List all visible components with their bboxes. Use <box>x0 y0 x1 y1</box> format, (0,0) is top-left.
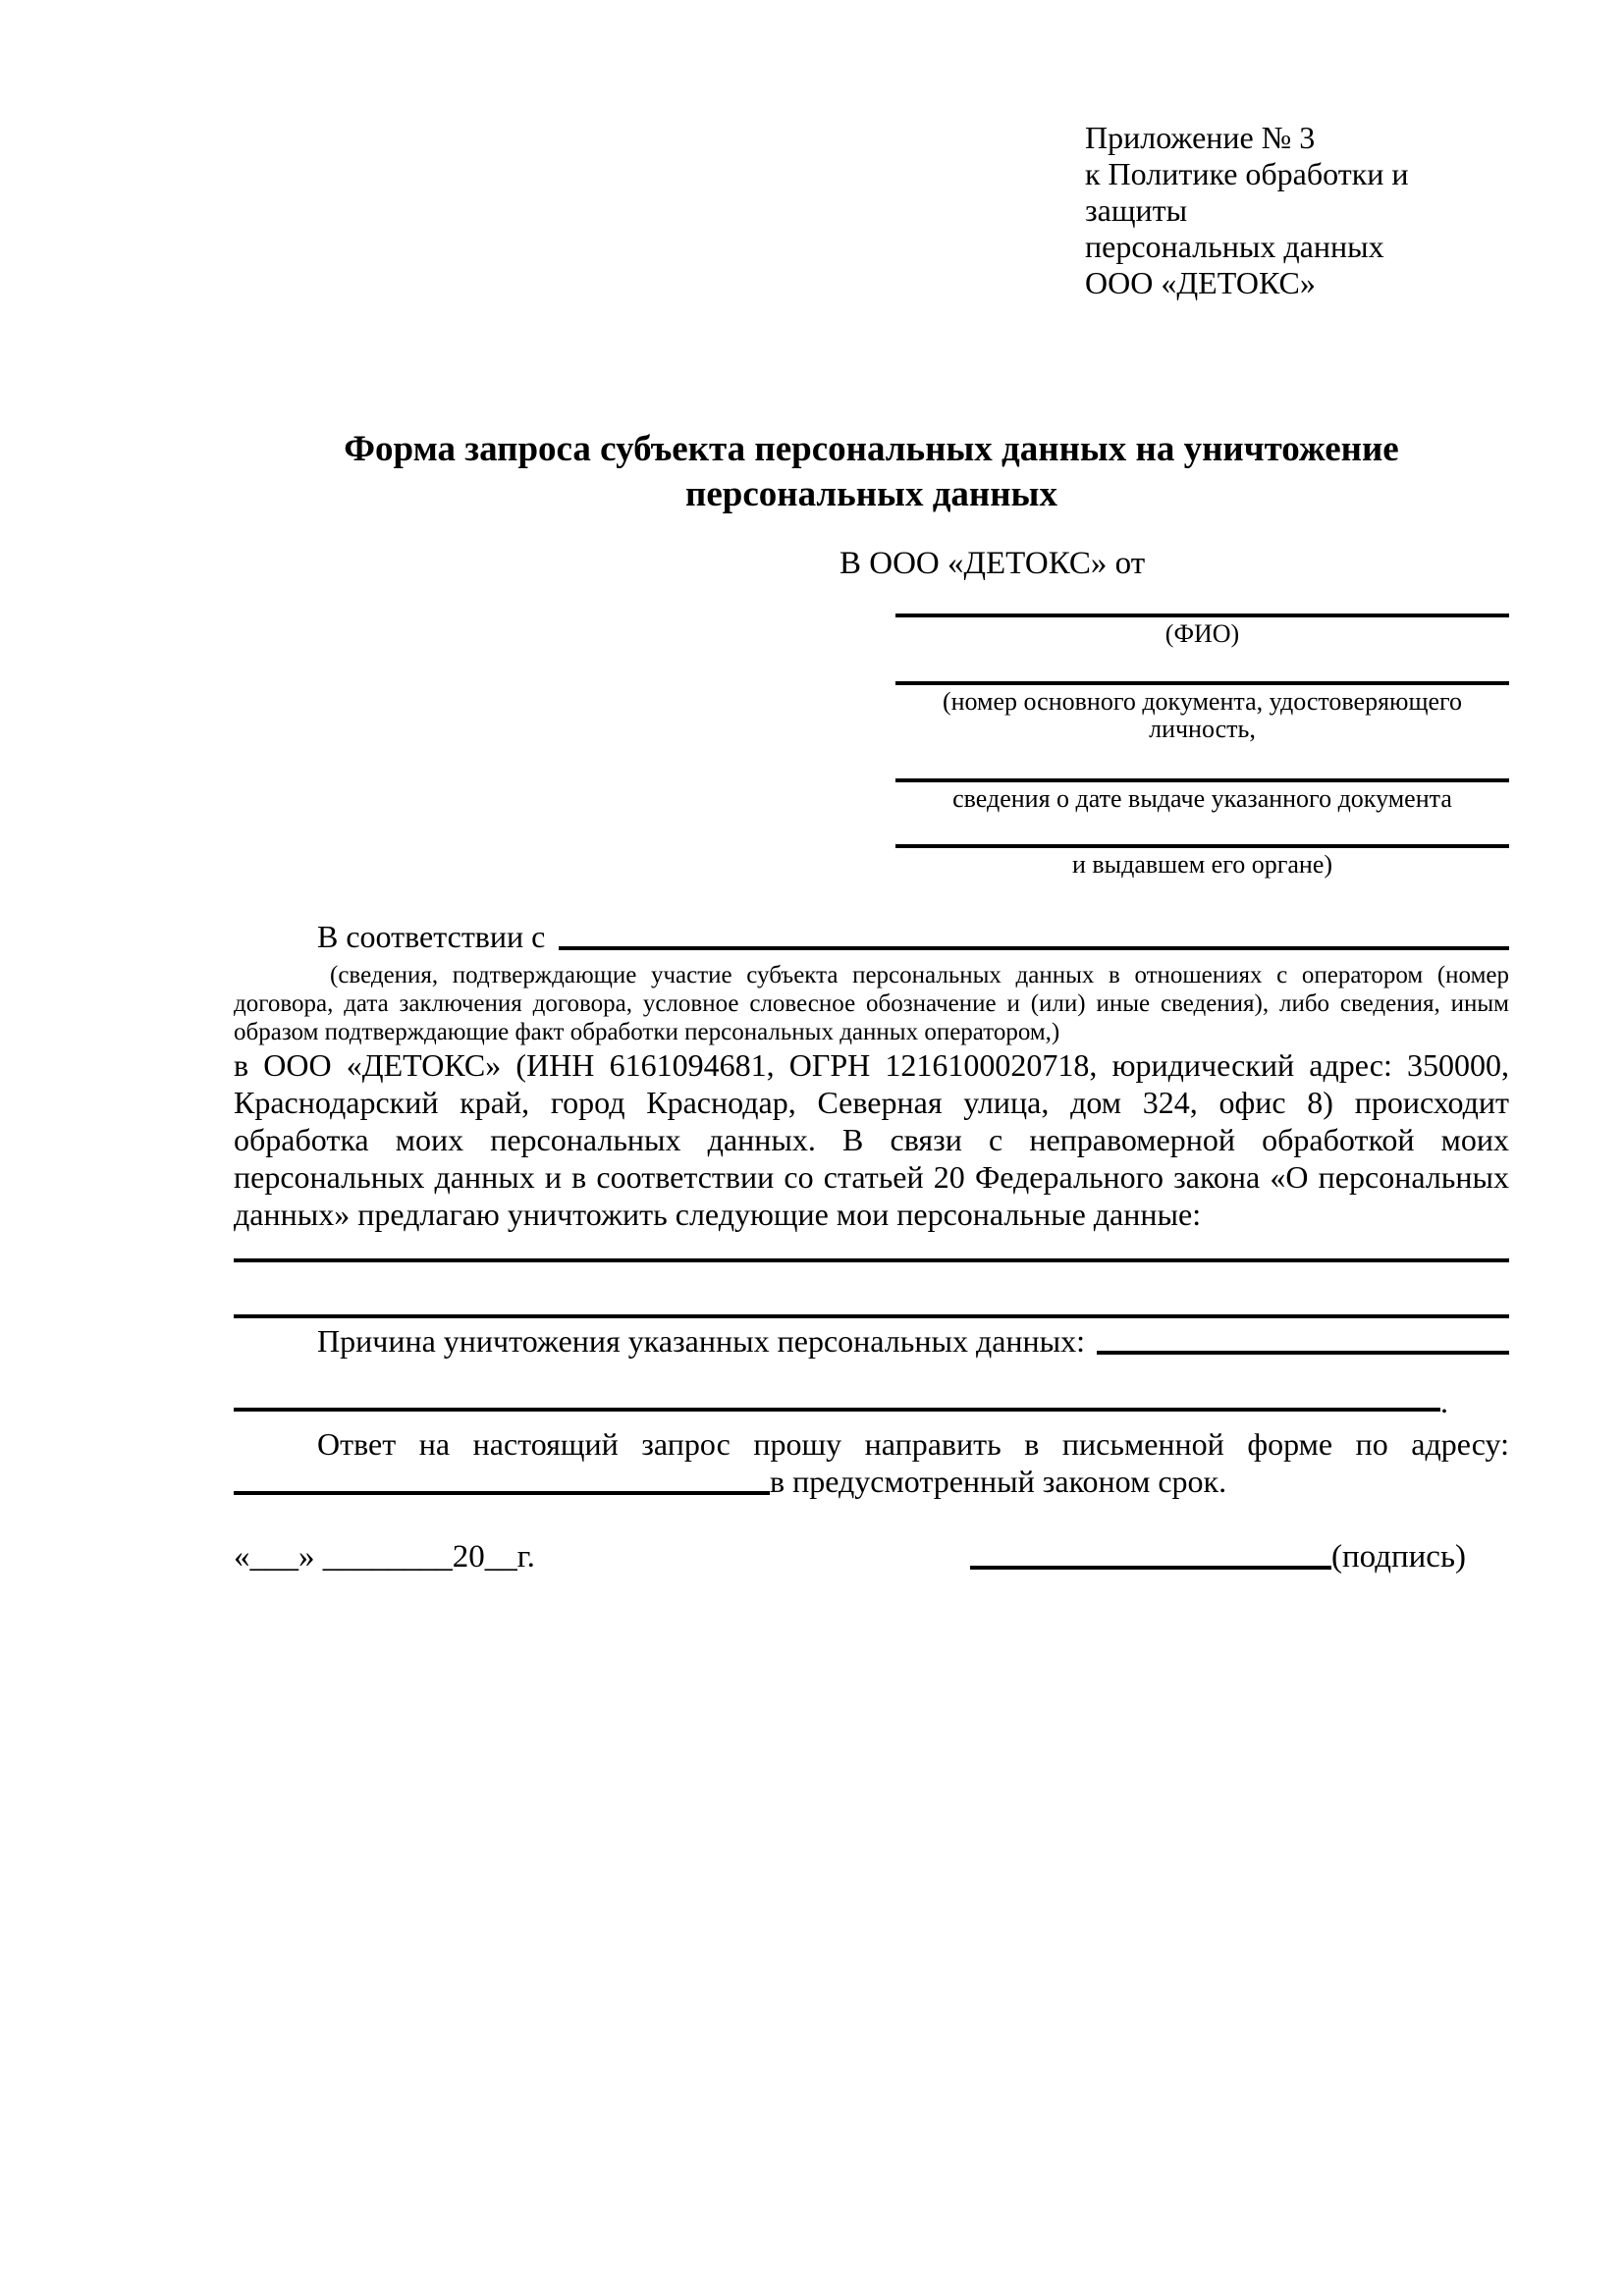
addressee-line: В ООО «ДЕТОКС» от <box>839 546 1146 581</box>
appendix-line-2: к Политике обработки и защиты <box>1085 156 1409 228</box>
trailing-period: . <box>1440 1384 1448 1419</box>
blank-field-fio <box>895 614 1509 648</box>
blank-line <box>234 1408 1440 1412</box>
document-title <box>234 427 1509 517</box>
blank-line <box>234 1314 1509 1318</box>
signature-caption: (подпись) <box>1331 1539 1466 1575</box>
blank-line <box>234 1258 1509 1262</box>
accordance-note: (сведения, подтверждающие участие субъекта персональных данных в отношениях с оператором (номер договора, дата заключения договора, условное словесное обозначение и (или) иные сведения), либо сведения, иным образом подтверждающие факт обработки персональных данных оператором,) <box>234 962 1509 1045</box>
appendix-block <box>1085 0 1509 301</box>
blank-line-row <box>234 1386 1509 1417</box>
blank-field-document-number <box>895 681 1509 743</box>
field-caption: (номер основного документа, удостоверяющего личность, <box>942 687 1463 743</box>
field-caption: сведения о дате выдаче указанного документа <box>952 784 1452 813</box>
accordance-lead: В соответствии с <box>317 919 546 954</box>
reason-label: Причина уничтожения указанных персональных данных: <box>317 1323 1086 1359</box>
signature-area <box>970 1538 1466 1575</box>
answer-line-continued: в предусмотренный законом срок. <box>770 1464 1227 1499</box>
main-paragraph: в ООО «ДЕТОКС» (ИНН 6161094681, ОГРН 1216100020718, юридический адрес: 350000, Краснодарский край, город Краснодар, Северная улица, дом 324, офис 8) происходит обработка моих персональных данных. В связи с неправомерной обработкой моих персональных данных и в соответствии со статьей 20 Федерального закона «О персональных данных» предлагаю уничтожить следующие мои персональные данные: <box>234 1047 1509 1232</box>
appendix-line-1: Приложение № 3 <box>1085 120 1316 155</box>
accordance-line <box>234 918 1509 955</box>
addressee-fields <box>895 614 1509 879</box>
signature-line <box>970 1566 1331 1570</box>
blank-line <box>559 918 1509 950</box>
address-line <box>234 1463 1509 1500</box>
appendix-line-3: персональных данных <box>1085 229 1384 264</box>
reason-line <box>234 1322 1509 1360</box>
date-line: «___» ________20__г. <box>234 1539 535 1575</box>
blank-field-issuing-authority <box>895 844 1509 879</box>
blank-field-issue-date <box>895 778 1509 813</box>
blank-line <box>234 1463 770 1495</box>
blank-line <box>1097 1322 1509 1355</box>
field-caption: и выдавшем его органе) <box>1071 850 1333 879</box>
title-line-1: Форма запроса субъекта персональных данных на уничтожение <box>344 429 1399 469</box>
answer-line: Ответ на настоящий запрос прошу направить в письменной форме по адресу: <box>317 1426 1509 1462</box>
date-signature-row <box>234 1538 1509 1575</box>
field-caption: (ФИО) <box>1164 619 1240 648</box>
title-line-2: персональных данных <box>685 474 1057 514</box>
appendix-line-4: ООО «ДЕТОКС» <box>1085 265 1316 300</box>
